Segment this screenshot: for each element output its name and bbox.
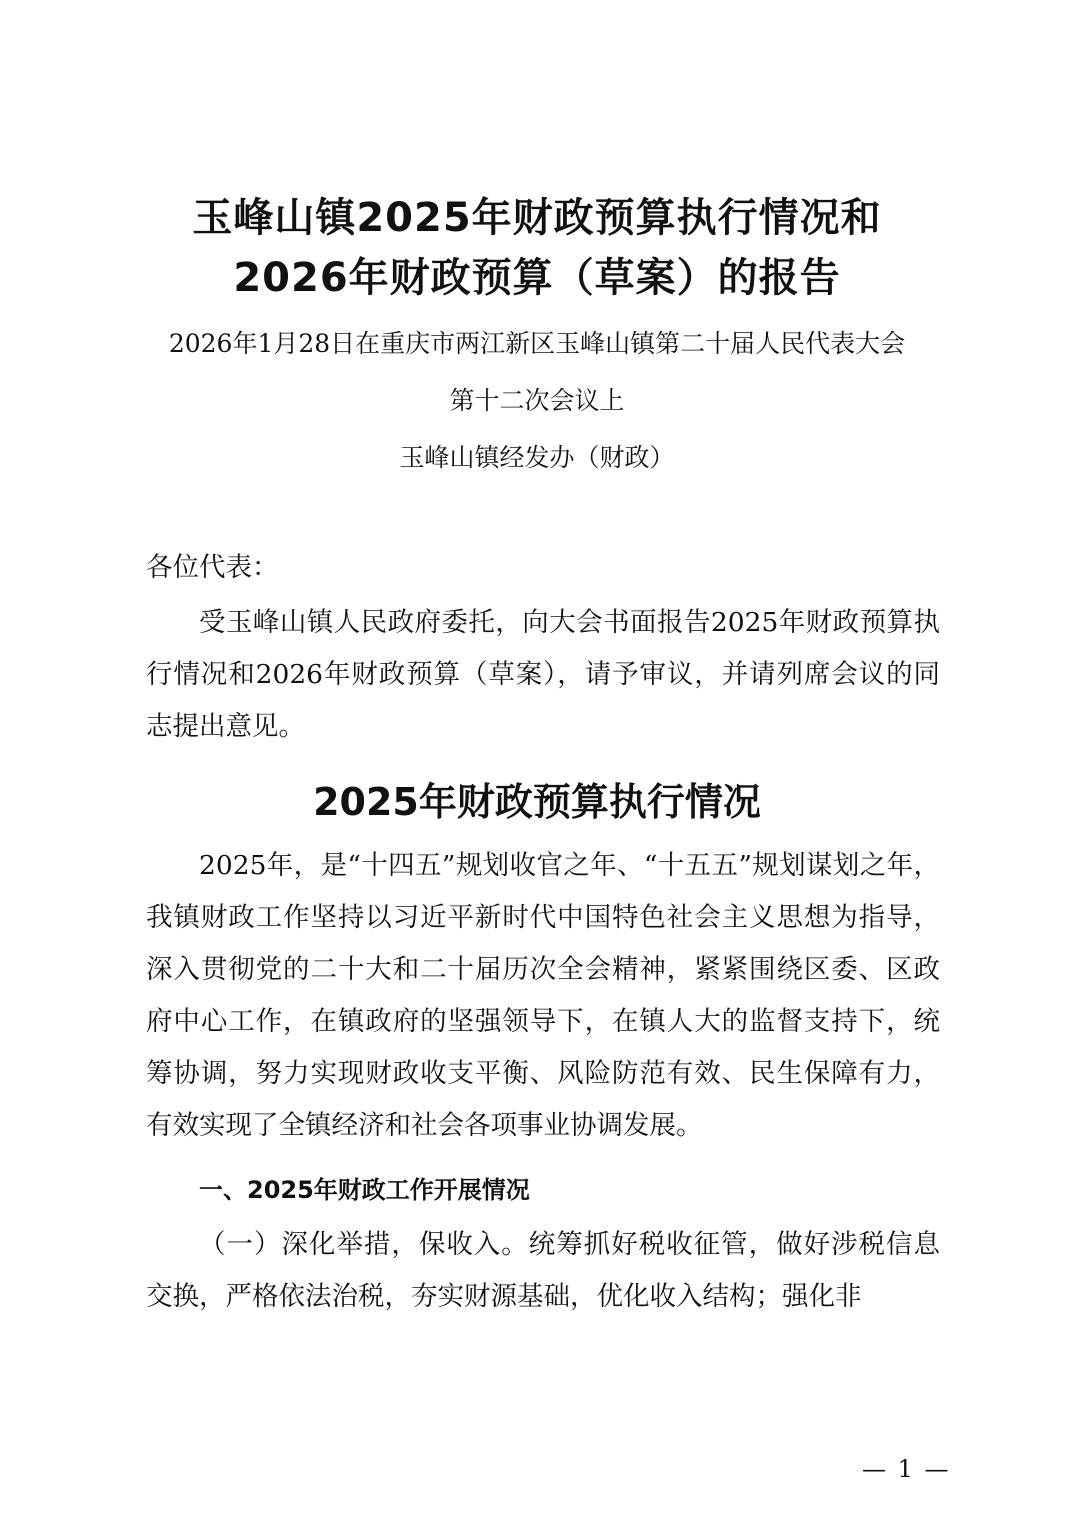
revenue-paragraph: （一）深化举措，保收入。统筹抓好税收征管，做好涉税信息交换，严格依法治税，夯实财源基础，优化收入结构；强化非 bbox=[146, 1229, 940, 1312]
meeting-info-line-2: 第十二次会议上 bbox=[449, 386, 625, 415]
issuer: 玉峰山镇经发办（财政） bbox=[399, 443, 675, 472]
salutation: 各位代表： bbox=[146, 552, 279, 583]
page-number: — 1 — bbox=[862, 1455, 951, 1483]
report-title-line-2: 2026年财政预算（草案）的报告 bbox=[233, 255, 841, 301]
section-heading: 2025年财政预算执行情况 bbox=[313, 780, 761, 824]
intro-paragraph: 受玉峰山镇人民政府委托，向大会书面报告2025年财政预算执行情况和2026年财政预算（草案），请予审议，并请列席会议的同志提出意见。 bbox=[146, 607, 940, 742]
report-title-line-1: 玉峰山镇2025年财政预算执行情况和 bbox=[192, 195, 882, 241]
overview-paragraph: 2025年，是“十四五”规划收官之年、“十五五”规划谋划之年，我镇财政工作坚持以习近平新时代中国特色社会主义思想为指导，深入贯彻党的二十大和二十届历次全会精神，紧紧围绕区委、区政府中心工作，在镇政府的坚强领导下，在镇人大的监督支持下，统筹协调，努力实现财政收支平衡、风险防范有效、民生保障有力，有效实现了全镇经济和社会各项事业协调发展。 bbox=[146, 850, 940, 1141]
meeting-info-line-1: 2026年1月28日在重庆市两江新区玉峰山镇第二十届人民代表大会 bbox=[168, 329, 906, 358]
subheading-work-progress: 一、2025年财政工作开展情况 bbox=[199, 1176, 530, 1204]
